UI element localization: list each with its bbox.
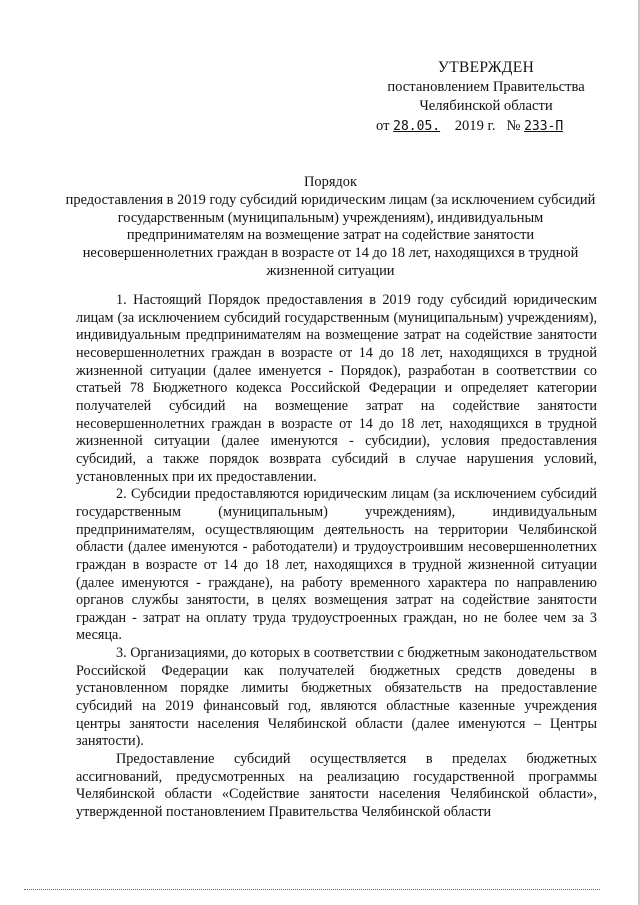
page-bottom-rule (24, 889, 600, 890)
number-sign: № (506, 117, 521, 134)
approval-stamp-block (376, 58, 596, 136)
approval-line-2: Челябинской области (419, 98, 553, 114)
approval-date-line (376, 117, 596, 137)
paragraph-2: 2. Субсидии предоставляются юридическим лицам (за исключением субсидий государственным (муниципальным) учреждениям), индивидуальным предпринимателям, осуществляющим деятельность на территории Челябинской области (далее именуются - работодатели) и трудоустроившим несовершеннолетних граждан в возрасте от 14 до 18 лет, находящихся в трудной жизненной ситуации (далее именуются - граждане), на работу временного характера по направлению органов службы занятости, в целях возмещения затрат на содействие занятости граждан - затрат на оплату труда трудоустроенных граждан, но не более чем за 3 месяца. (76, 486, 597, 644)
paragraph-4: Предоставление субсидий осуществляется в пределах бюджетных ассигнований, предусмотренных на реализацию государственной программы Челябинской области «Содействие занятости населения Челябинской области», утвержденной постановлением Правительства Челябинской области (76, 751, 597, 821)
paragraph-1: 1. Настоящий Порядок предоставления в 2019 году субсидий юридическим лицам (за исключением субсидий государственным (муниципальным) учреждениям), индивидуальным предпринимателям на возмещение затрат на содействие занятости несовершеннолетних граждан в возрасте от 14 до 18 лет, находящихся в трудной жизненной ситуации (далее именуется - Порядок), разработан в соответствии со статьей 78 Бюджетного кодекса Российской Федерации и определяет категории получателей субсидий на возмещение затрат на содействие занятости несовершеннолетних граждан в возрасте от 14 до 18 лет, находящихся в трудной жизненной ситуации (далее именуются - субсидии), условия предоставления субсидий, а также порядок возврата субсидий в случае нарушения условий, установленных при их предоставлении. (76, 292, 597, 485)
year-text: 2019 г. (454, 117, 496, 134)
document-subtitle: предоставления в 2019 году субсидий юридическим лицам (за исключением субсидий государственным (муниципальным) учреждениям), индивидуальным предпринимателям на возмещение затрат на содействие занятости несовершеннолетних граждан в возрасте от 14 до 18 лет, находящихся в трудной жизненной ситуации (65, 191, 596, 279)
number-value: 233-П (524, 118, 564, 134)
document-heading (64, 174, 597, 281)
date-value: 28.05. (393, 118, 441, 134)
document-body (76, 292, 597, 822)
approval-line-1: постановлением Правительства (387, 78, 585, 95)
date-prefix: от (376, 117, 390, 134)
approval-title: УТВЕРЖДЕН (437, 59, 535, 76)
paragraph-3: 3. Организациями, до которых в соответствии с бюджетным законодательством Российской Федерации как получателей бюджетных средств доведены в установленном порядке лимиты бюджетных обязательств на предоставление субсидий на 2019 финансовый год, являются областные казенные учреждения центры занятости населения Челябинской области (далее именуются – Центры занятости). (76, 645, 597, 750)
document-title: Порядок (304, 174, 357, 190)
